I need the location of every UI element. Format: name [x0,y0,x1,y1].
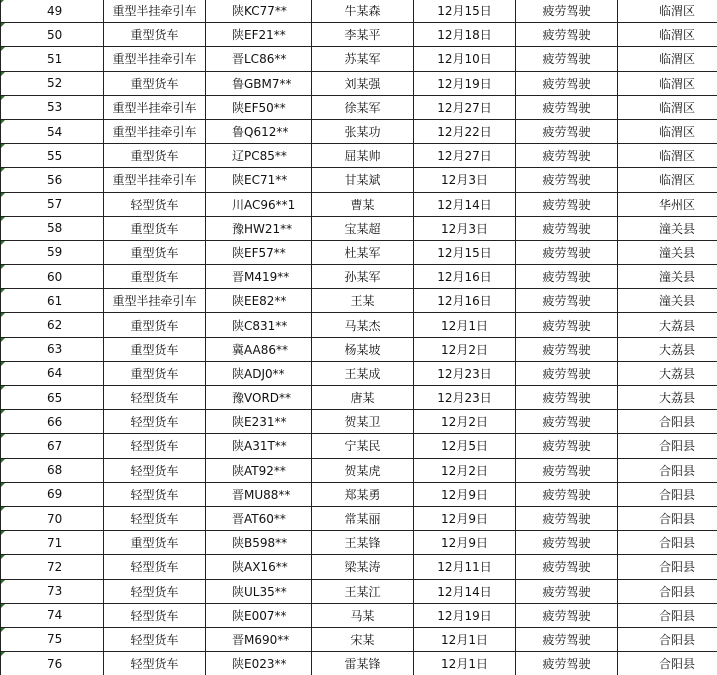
plate-number-cell: 辽PC85** [206,144,312,168]
vehicle-type-cell: 重型半挂牵引车 [104,0,206,23]
table-row [1,506,717,530]
row-number-cell: 64 [1,361,104,385]
row-number-cell: 51 [1,47,104,71]
area-cell: 合阳县 [618,458,717,482]
row-number-cell: 61 [1,289,104,313]
row-number-cell: 67 [1,434,104,458]
date-cell: 12月9日 [414,482,516,506]
vehicle-type-cell: 重型半挂牵引车 [104,289,206,313]
area-cell: 合阳县 [618,506,717,530]
table-row [1,95,717,119]
row-number-cell: 75 [1,627,104,651]
violation-cell: 疲劳驾驶 [516,627,618,651]
plate-number-cell: 陕E231** [206,410,312,434]
date-cell: 12月2日 [414,337,516,361]
vehicle-type-cell: 轻型货车 [104,458,206,482]
table-row [1,603,717,627]
vehicle-type-cell: 轻型货车 [104,579,206,603]
table-row [1,47,717,71]
row-number-cell: 71 [1,531,104,555]
area-cell: 合阳县 [618,482,717,506]
area-cell: 大荔县 [618,313,717,337]
violation-cell: 疲劳驾驶 [516,240,618,264]
plate-number-cell: 晋M419** [206,265,312,289]
row-number-cell: 56 [1,168,104,192]
driver-name-cell: 贺某虎 [312,458,414,482]
vehicle-type-cell: 重型货车 [104,71,206,95]
plate-number-cell: 陕KC77** [206,0,312,23]
row-number-cell: 60 [1,265,104,289]
date-cell: 12月18日 [414,23,516,47]
violation-cell: 疲劳驾驶 [516,410,618,434]
vehicle-type-cell: 轻型货车 [104,506,206,530]
violation-cell: 疲劳驾驶 [516,47,618,71]
violation-table-body [1,0,717,675]
vehicle-type-cell: 重型货车 [104,240,206,264]
driver-name-cell: 宋某 [312,627,414,651]
table-row [1,579,717,603]
driver-name-cell: 郑某勇 [312,482,414,506]
row-number-cell: 53 [1,95,104,119]
area-cell: 合阳县 [618,579,717,603]
row-number-cell: 63 [1,337,104,361]
row-number-cell: 69 [1,482,104,506]
vehicle-type-cell: 重型货车 [104,23,206,47]
violation-cell: 疲劳驾驶 [516,192,618,216]
driver-name-cell: 苏某军 [312,47,414,71]
driver-name-cell: 杜某军 [312,240,414,264]
row-number-cell: 62 [1,313,104,337]
date-cell: 12月2日 [414,410,516,434]
date-cell: 12月23日 [414,386,516,410]
date-cell: 12月3日 [414,216,516,240]
violation-cell: 疲劳驾驶 [516,458,618,482]
violation-cell: 疲劳驾驶 [516,579,618,603]
plate-number-cell: 冀AA86** [206,337,312,361]
driver-name-cell: 曹某 [312,192,414,216]
table-row [1,0,717,23]
date-cell: 12月1日 [414,652,516,675]
violation-cell: 疲劳驾驶 [516,71,618,95]
violation-cell: 疲劳驾驶 [516,434,618,458]
driver-name-cell: 刘某强 [312,71,414,95]
driver-name-cell: 李某平 [312,23,414,47]
date-cell: 12月23日 [414,361,516,385]
violation-cell: 疲劳驾驶 [516,23,618,47]
plate-number-cell: 陕ADJ0** [206,361,312,385]
area-cell: 临渭区 [618,119,717,143]
plate-number-cell: 陕EE82** [206,289,312,313]
area-cell: 合阳县 [618,555,717,579]
date-cell: 12月5日 [414,434,516,458]
date-cell: 12月27日 [414,95,516,119]
table-row [1,627,717,651]
violation-cell: 疲劳驾驶 [516,531,618,555]
table-row [1,410,717,434]
vehicle-type-cell: 重型半挂牵引车 [104,95,206,119]
driver-name-cell: 屈某帅 [312,144,414,168]
violation-cell: 疲劳驾驶 [516,313,618,337]
vehicle-type-cell: 重型货车 [104,265,206,289]
vehicle-type-cell: 轻型货车 [104,555,206,579]
driver-name-cell: 徐某军 [312,95,414,119]
driver-name-cell: 马某杰 [312,313,414,337]
vehicle-type-cell: 轻型货车 [104,627,206,651]
row-number-cell: 65 [1,386,104,410]
violation-cell: 疲劳驾驶 [516,168,618,192]
row-number-cell: 54 [1,119,104,143]
plate-number-cell: 陕EF57** [206,240,312,264]
driver-name-cell: 王某 [312,289,414,313]
date-cell: 12月22日 [414,119,516,143]
row-number-cell: 72 [1,555,104,579]
area-cell: 合阳县 [618,652,717,675]
vehicle-type-cell: 重型货车 [104,216,206,240]
row-number-cell: 68 [1,458,104,482]
vehicle-type-cell: 轻型货车 [104,434,206,458]
area-cell: 合阳县 [618,410,717,434]
table-row [1,240,717,264]
row-number-cell: 58 [1,216,104,240]
area-cell: 临渭区 [618,47,717,71]
area-cell: 华州区 [618,192,717,216]
violation-cell: 疲劳驾驶 [516,144,618,168]
date-cell: 12月9日 [414,531,516,555]
date-cell: 12月2日 [414,458,516,482]
area-cell: 合阳县 [618,627,717,651]
violation-cell: 疲劳驾驶 [516,361,618,385]
driver-name-cell: 宝某超 [312,216,414,240]
date-cell: 12月10日 [414,47,516,71]
area-cell: 临渭区 [618,144,717,168]
plate-number-cell: 晋M690** [206,627,312,651]
violation-cell: 疲劳驾驶 [516,216,618,240]
vehicle-type-cell: 重型货车 [104,144,206,168]
plate-number-cell: 陕AT92** [206,458,312,482]
plate-number-cell: 陕UL35** [206,579,312,603]
plate-number-cell: 陕A31T** [206,434,312,458]
date-cell: 12月14日 [414,192,516,216]
violation-cell: 疲劳驾驶 [516,119,618,143]
table-row [1,144,717,168]
date-cell: 12月1日 [414,627,516,651]
table-row [1,337,717,361]
row-number-cell: 76 [1,652,104,675]
area-cell: 合阳县 [618,603,717,627]
date-cell: 12月15日 [414,240,516,264]
vehicle-type-cell: 轻型货车 [104,603,206,627]
table-row [1,192,717,216]
driver-name-cell: 贺某卫 [312,410,414,434]
plate-number-cell: 陕E007** [206,603,312,627]
violation-cell: 疲劳驾驶 [516,603,618,627]
driver-name-cell: 王某成 [312,361,414,385]
driver-name-cell: 甘某斌 [312,168,414,192]
row-number-cell: 55 [1,144,104,168]
driver-name-cell: 牛某森 [312,0,414,23]
vehicle-type-cell: 重型货车 [104,337,206,361]
date-cell: 12月14日 [414,579,516,603]
driver-name-cell: 雷某锋 [312,652,414,675]
area-cell: 合阳县 [618,434,717,458]
date-cell: 12月16日 [414,289,516,313]
vehicle-type-cell: 轻型货车 [104,652,206,675]
plate-number-cell: 陕AX16** [206,555,312,579]
row-number-cell: 73 [1,579,104,603]
table-row [1,71,717,95]
driver-name-cell: 马某 [312,603,414,627]
driver-name-cell: 王某江 [312,579,414,603]
table-row [1,531,717,555]
driver-name-cell: 梁某涛 [312,555,414,579]
table-row [1,289,717,313]
table-row [1,434,717,458]
date-cell: 12月15日 [414,0,516,23]
date-cell: 12月9日 [414,506,516,530]
driver-name-cell: 宁某民 [312,434,414,458]
row-number-cell: 50 [1,23,104,47]
driver-name-cell: 唐某 [312,386,414,410]
plate-number-cell: 晋LC86** [206,47,312,71]
table-row [1,216,717,240]
date-cell: 12月16日 [414,265,516,289]
violation-cell: 疲劳驾驶 [516,482,618,506]
row-number-cell: 49 [1,0,104,23]
table-row [1,119,717,143]
date-cell: 12月19日 [414,71,516,95]
area-cell: 临渭区 [618,95,717,119]
plate-number-cell: 陕EF50** [206,95,312,119]
plate-number-cell: 鲁GBM7** [206,71,312,95]
vehicle-type-cell: 重型货车 [104,361,206,385]
plate-number-cell: 川AC96**1 [206,192,312,216]
area-cell: 临渭区 [618,168,717,192]
area-cell: 临渭区 [618,0,717,23]
row-number-cell: 57 [1,192,104,216]
area-cell: 潼关县 [618,265,717,289]
violation-cell: 疲劳驾驶 [516,506,618,530]
area-cell: 潼关县 [618,240,717,264]
driver-name-cell: 常某丽 [312,506,414,530]
driver-name-cell: 杨某坡 [312,337,414,361]
plate-number-cell: 豫VORD** [206,386,312,410]
row-number-cell: 74 [1,603,104,627]
area-cell: 临渭区 [618,71,717,95]
plate-number-cell: 豫HW21** [206,216,312,240]
area-cell: 潼关县 [618,216,717,240]
date-cell: 12月19日 [414,603,516,627]
violation-cell: 疲劳驾驶 [516,337,618,361]
violation-cell: 疲劳驾驶 [516,289,618,313]
plate-number-cell: 陕B598** [206,531,312,555]
vehicle-type-cell: 轻型货车 [104,386,206,410]
vehicle-type-cell: 轻型货车 [104,482,206,506]
plate-number-cell: 鲁Q612** [206,119,312,143]
date-cell: 12月3日 [414,168,516,192]
violation-cell: 疲劳驾驶 [516,265,618,289]
table-row [1,168,717,192]
driver-name-cell: 王某锋 [312,531,414,555]
violation-cell: 疲劳驾驶 [516,555,618,579]
area-cell: 大荔县 [618,337,717,361]
table-row [1,361,717,385]
date-cell: 12月1日 [414,313,516,337]
row-number-cell: 59 [1,240,104,264]
plate-number-cell: 陕EF21** [206,23,312,47]
area-cell: 合阳县 [618,531,717,555]
area-cell: 大荔县 [618,386,717,410]
plate-number-cell: 陕E023** [206,652,312,675]
table-row [1,458,717,482]
row-number-cell: 70 [1,506,104,530]
vehicle-type-cell: 重型货车 [104,531,206,555]
vehicle-type-cell: 重型半挂牵引车 [104,119,206,143]
area-cell: 临渭区 [618,23,717,47]
plate-number-cell: 陕EC71** [206,168,312,192]
table-row [1,386,717,410]
row-number-cell: 52 [1,71,104,95]
table-row [1,265,717,289]
vehicle-type-cell: 重型半挂牵引车 [104,47,206,71]
violation-cell: 疲劳驾驶 [516,0,618,23]
plate-number-cell: 晋AT60** [206,506,312,530]
date-cell: 12月27日 [414,144,516,168]
row-number-cell: 66 [1,410,104,434]
table-row [1,482,717,506]
vehicle-type-cell: 重型货车 [104,313,206,337]
vehicle-type-cell: 重型半挂牵引车 [104,168,206,192]
area-cell: 大荔县 [618,361,717,385]
table-row [1,23,717,47]
area-cell: 潼关县 [618,289,717,313]
violation-cell: 疲劳驾驶 [516,386,618,410]
plate-number-cell: 陕C831** [206,313,312,337]
driver-name-cell: 张某功 [312,119,414,143]
date-cell: 12月11日 [414,555,516,579]
plate-number-cell: 晋MU88** [206,482,312,506]
driver-name-cell: 孙某军 [312,265,414,289]
violation-cell: 疲劳驾驶 [516,652,618,675]
vehicle-type-cell: 轻型货车 [104,410,206,434]
table-row [1,313,717,337]
violation-cell: 疲劳驾驶 [516,95,618,119]
table-row [1,555,717,579]
vehicle-type-cell: 轻型货车 [104,192,206,216]
table-row [1,652,717,675]
